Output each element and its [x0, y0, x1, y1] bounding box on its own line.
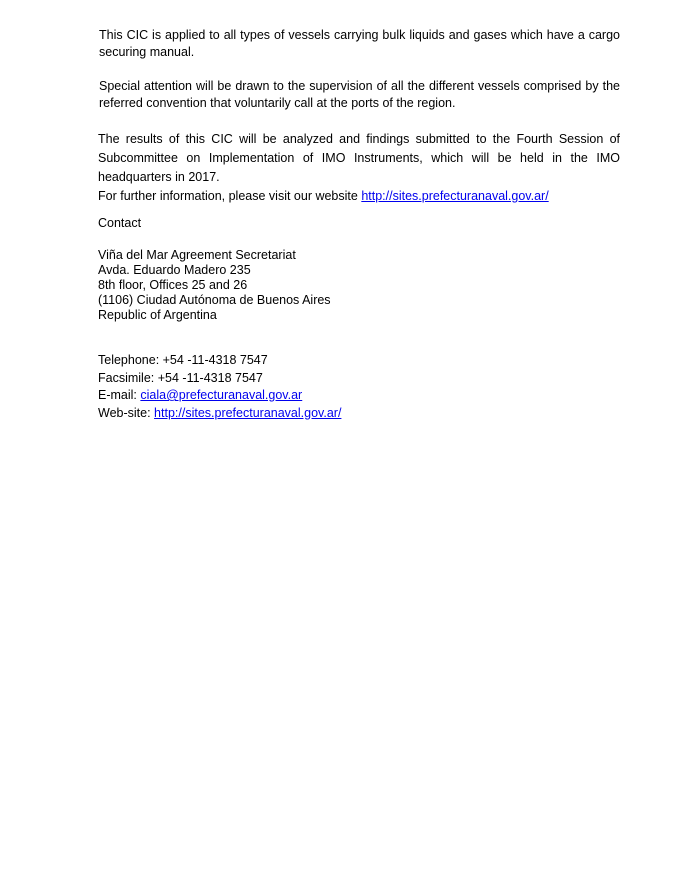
email-label: E-mail:: [98, 388, 141, 402]
email-line: [98, 387, 341, 405]
address-line: Republic of Argentina: [98, 308, 217, 322]
contact-heading: Contact: [98, 216, 142, 230]
facsimile-line: Facsimile: +54 -11-4318 7547: [98, 370, 263, 385]
contact-details: [98, 352, 341, 422]
address-line: 8th floor, Offices 25 and 26: [98, 278, 248, 292]
telephone-line: Telephone: +54 -11-4318 7547: [98, 353, 268, 367]
address-block: [98, 248, 331, 323]
website-label: Web-site:: [98, 405, 155, 420]
paragraph-cic-scope: This CIC is applied to all types of vessels carrying bulk liquids and gases which have a cargo securing manual.: [99, 28, 620, 59]
website-line: [98, 405, 341, 423]
paragraph-further-info: [98, 187, 620, 206]
address-line: Viña del Mar Agreement Secretariat: [98, 248, 296, 262]
further-info-text: For further information, please visit our website: [98, 189, 362, 203]
email-link[interactable]: ciala@prefecturanaval.gov.ar: [140, 388, 303, 402]
website-link[interactable]: http://sites.prefecturanaval.gov.ar/: [361, 189, 549, 203]
contact-website-link[interactable]: http://sites.prefecturanaval.gov.ar/: [154, 405, 342, 420]
paragraph-results: The results of this CIC will be analyzed and findings submitted to the Fourth Session of Subcommittee on Implementation of IMO Instruments, which will be held in the IMO headquarters in 2017.: [98, 132, 620, 184]
address-line: (1106) Ciudad Autónoma de Buenos Aires: [98, 293, 331, 307]
address-line: Avda. Eduardo Madero 235: [98, 263, 251, 277]
paragraph-supervision: Special attention will be drawn to the supervision of all the different vessels comprised by the referred convention that voluntarily call at the ports of the region.: [99, 79, 620, 110]
